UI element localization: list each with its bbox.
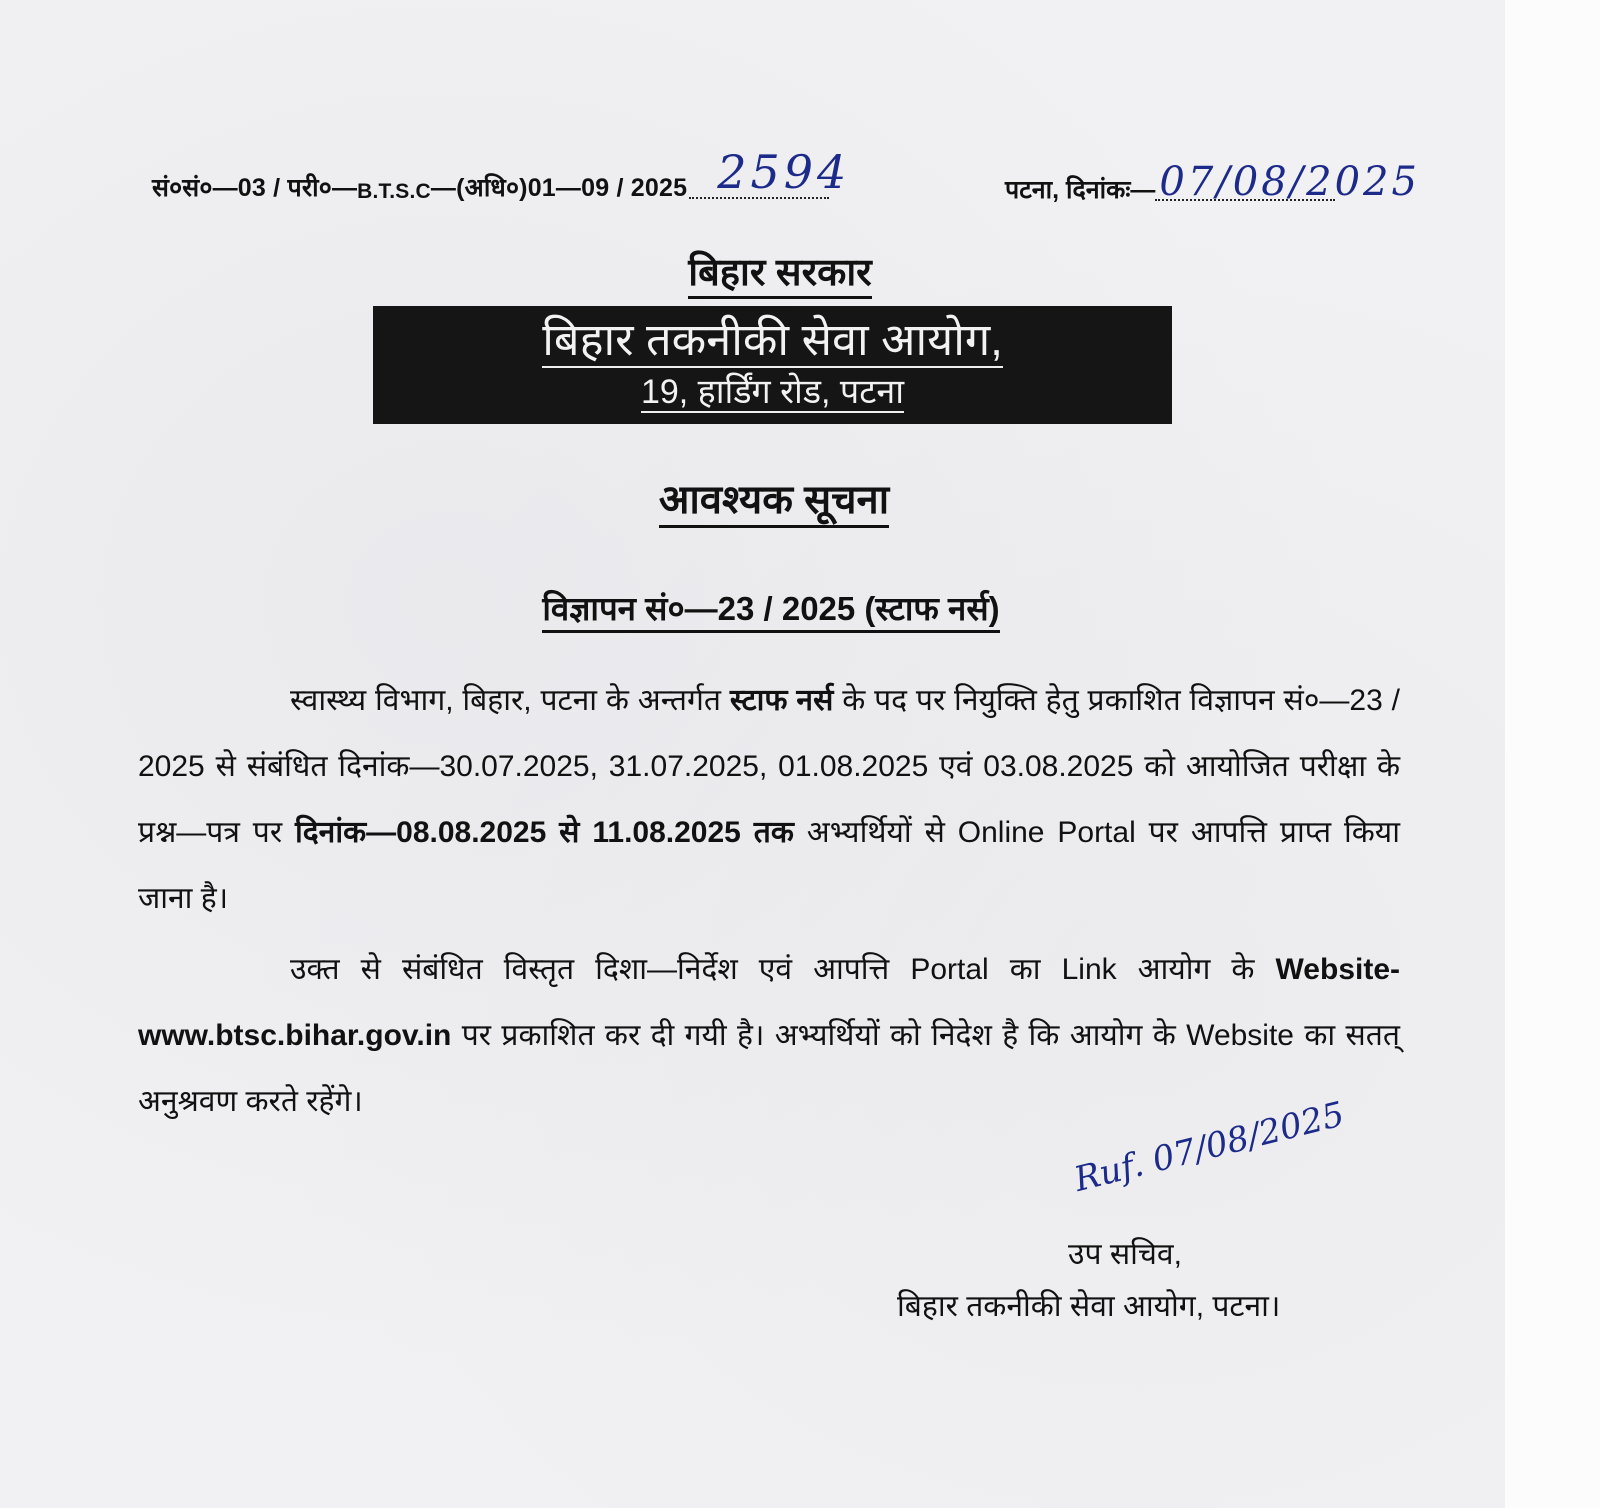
reference-number-line [152,145,851,204]
government-heading-text: बिहार सरकार [688,252,871,299]
place-date-label: पटना, दिनांकः— [1005,176,1156,204]
notice-title [0,470,1548,525]
signatory-organization: बिहार तकनीकी सेवा आयोग, पटना। [897,1290,1281,1323]
reference-suffix: —(अधि०)01—09 / 2025 [430,174,688,202]
handwritten-reference-number: 2594 [717,145,851,199]
banner-organization [373,312,1172,368]
paragraph-1-part-1: स्वास्थ्य विभाग, बिहार, पटना के अन्तर्गत [290,684,730,717]
organization-banner [373,306,1172,424]
post-name: स्टाफ नर्स [729,684,834,717]
website-link[interactable]: Website- www.btsc.bihar.gov.in [138,953,1400,1052]
paragraph-2-part-1: उक्त से संबंधित विस्तृत दिशा—निर्देश एवं आपत्ति Portal का Link आयोग के [290,953,1276,986]
reference-number-field [689,145,851,199]
handwritten-signature: Ruf. 07/08/2025 [1070,1094,1349,1200]
paragraph-2-part-2: पर प्रकाशित कर दी गयी है। अभ्यर्थियों को निदेश है कि आयोग के Website का सतत् अनुश्रवण करते रहेंगे। [138,1019,1400,1118]
notice-title-text: आवश्यक सूचना [659,478,889,528]
banner-address [373,370,1172,414]
government-heading [0,245,1560,297]
reference-prefix: सं०सं०—03 / परी०— [152,174,358,202]
paragraph-website-instructions [138,937,1400,1135]
paragraph-1-part-3: अभ्यर्थियों से Online Portal पर आपत्ति प्राप्त किया जाना है। [138,816,1400,915]
banner-organization-text: बिहार तकनीकी सेवा आयोग, [542,314,1003,368]
signatory-designation: उप सचिव, [1068,1238,1182,1271]
handwritten-date: 07/08/2025 [1159,159,1420,205]
advertisement-title-text: विज्ञापन सं०—23 / 2025 (स्टाफ नर्स) [542,590,999,633]
reference-code: B.T.S.C [357,180,431,203]
page-margin-edge [1505,0,1600,1508]
paragraph-1-part-2: के पद पर नियुक्ति हेतु प्रकाशित विज्ञापन सं०—23 / 2025 से संबंधित दिनांक—30.07.2025, 31.07.2025, 01.08.2025 एवं 03.08.2025 को आयोजित परीक्षा के प्रश्न—पत्र पर [138,684,1400,849]
advertisement-title [0,585,1542,630]
date-field [1155,159,1420,205]
paragraph-objection-window [138,668,1400,932]
banner-address-text: 19, हार्डिंग रोड, पटना [640,373,905,411]
objection-date-range: दिनांक—08.08.2025 से 11.08.2025 तक [294,816,794,849]
place-date-line [1005,159,1420,206]
